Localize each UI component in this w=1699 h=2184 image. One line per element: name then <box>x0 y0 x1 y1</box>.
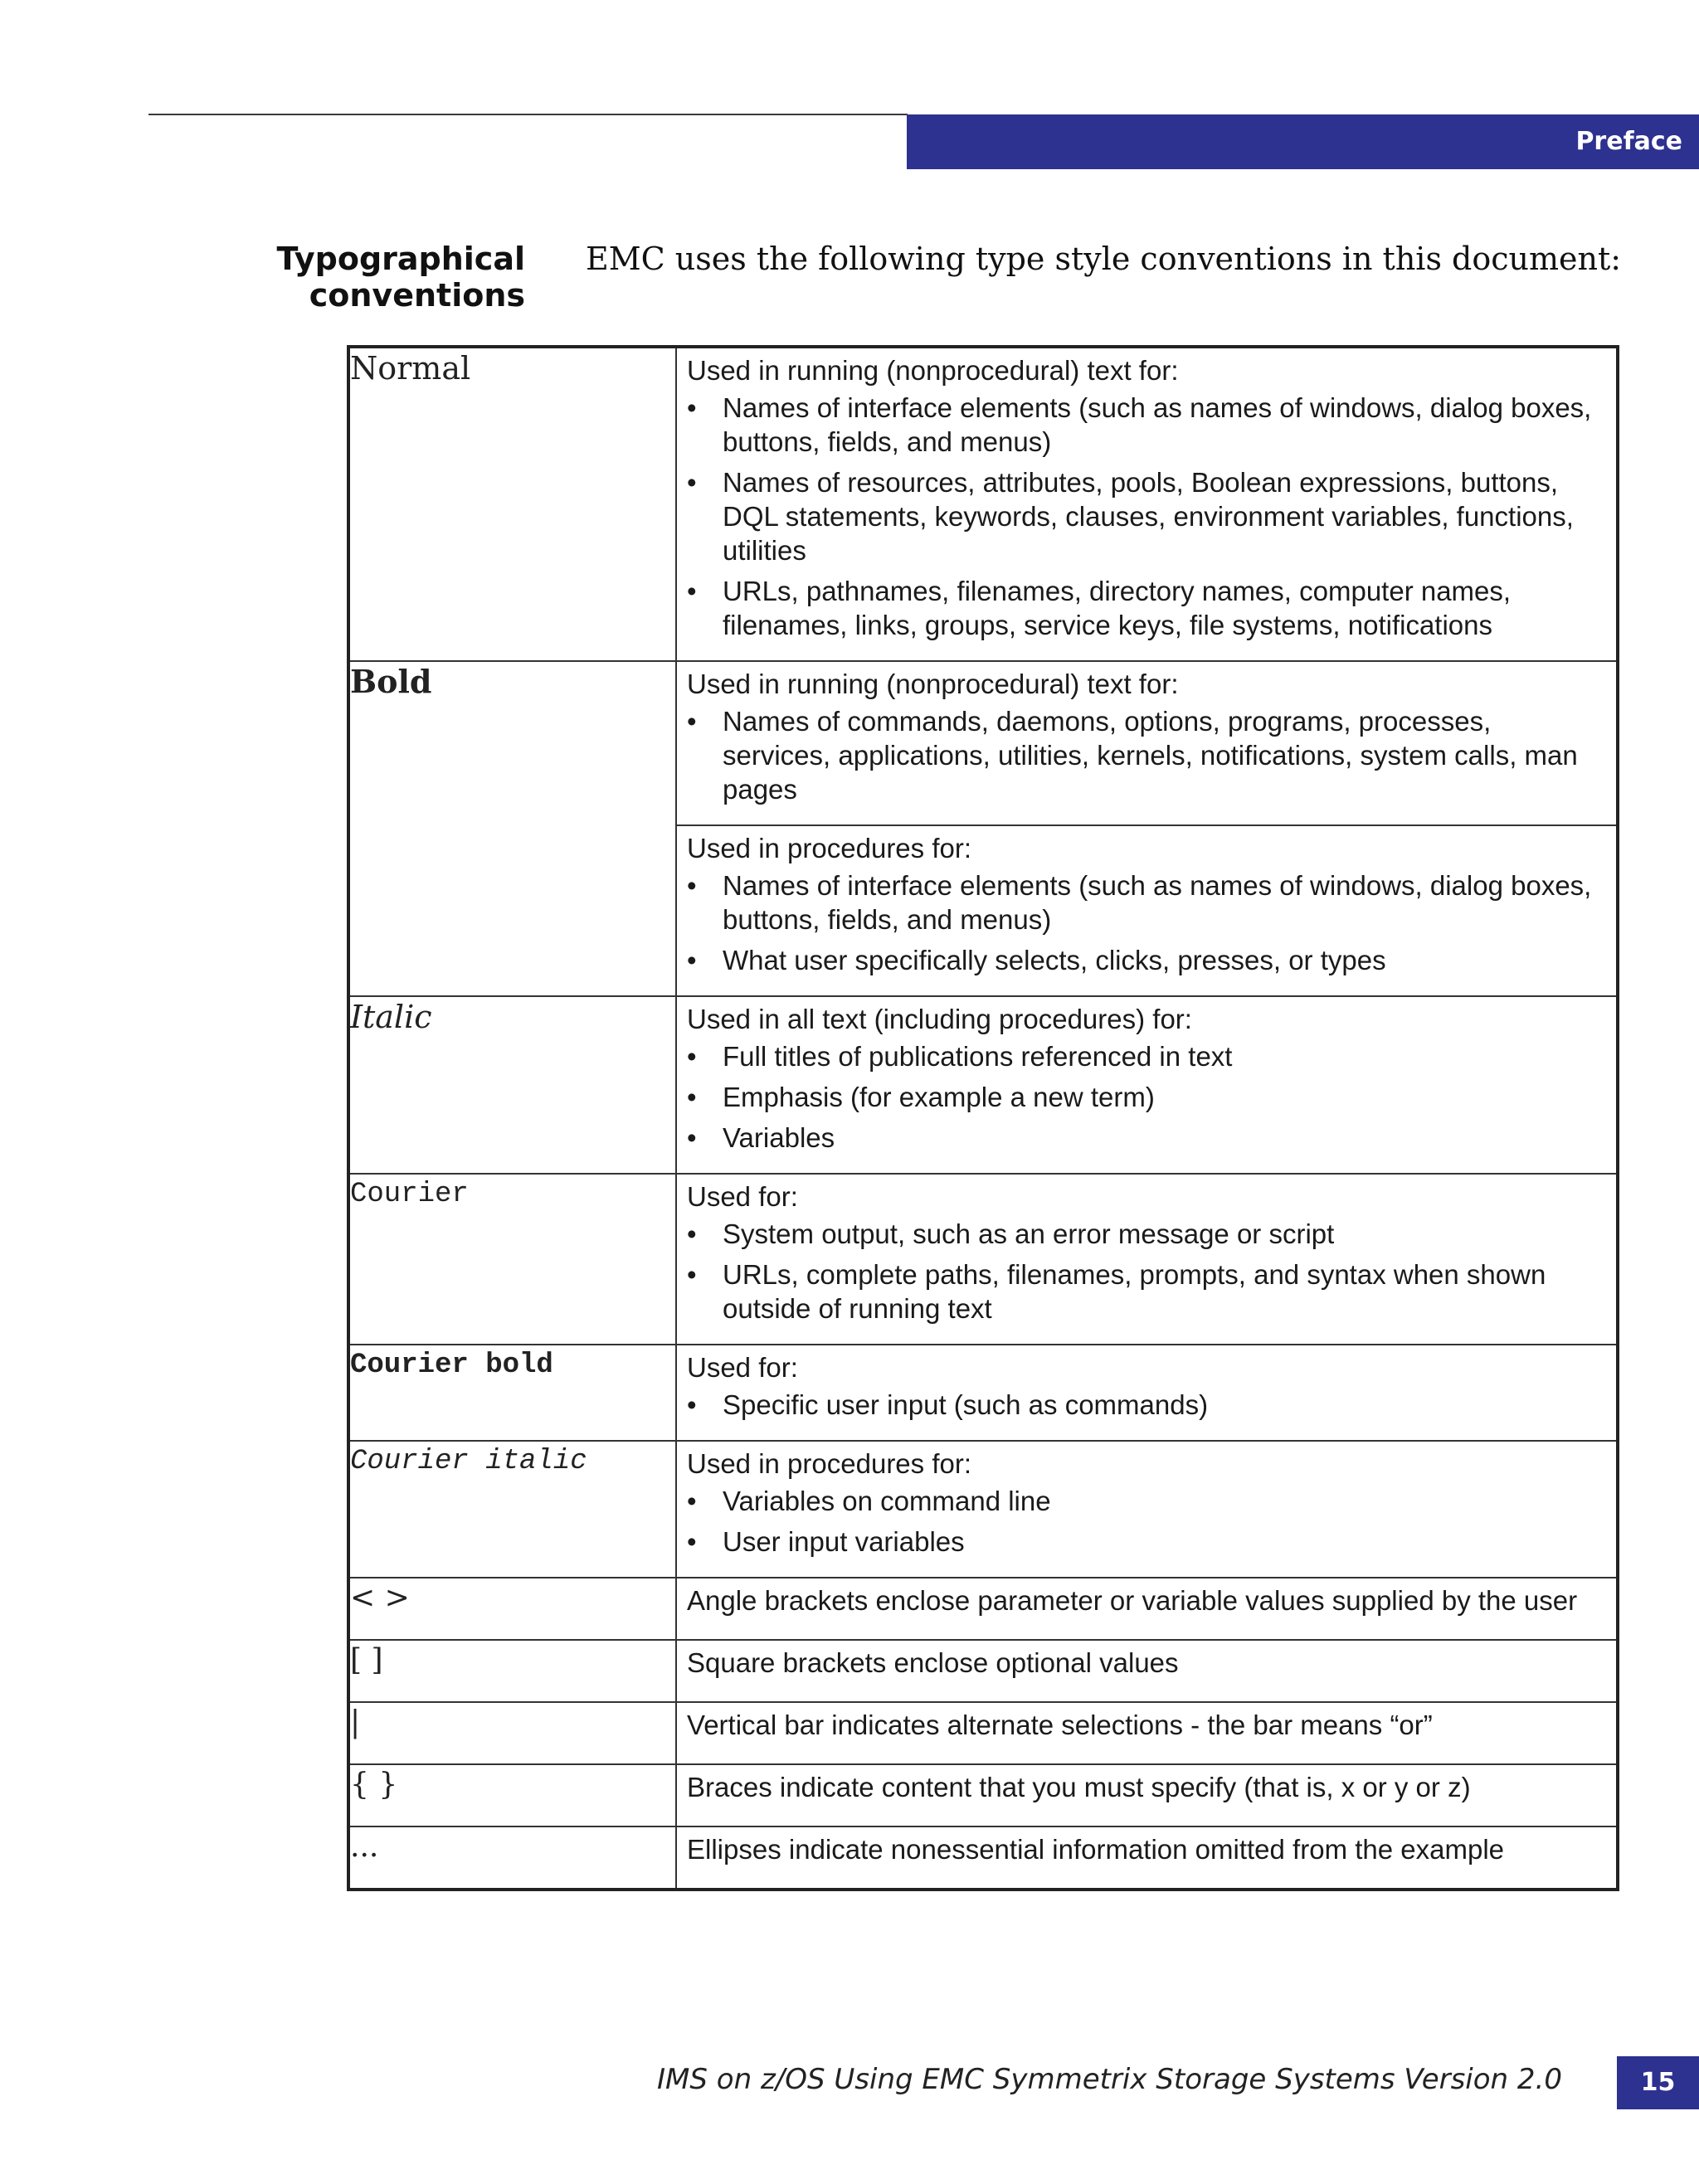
bullet-item: • URLs, complete paths, filenames, prompts, and syntax when shown outside of running text <box>687 1257 1604 1325</box>
page-number: 15 <box>1617 2056 1699 2109</box>
convention-term-cell <box>348 347 676 661</box>
convention-description-cell <box>676 1174 1618 1345</box>
bullet-item: • System output, such as an error message or script <box>687 1217 1604 1251</box>
convention-description-cell <box>676 1441 1618 1578</box>
convention-term-cell <box>348 1578 676 1640</box>
convention-term: ... <box>350 1830 379 1864</box>
convention-row <box>348 1702 1618 1764</box>
description-intro: Used in running (nonprocedural) text for: <box>687 355 1179 386</box>
convention-term: [ ] <box>350 1643 383 1677</box>
description-block <box>677 662 1616 824</box>
bullet-item: • Emphasis (for example a new term) <box>687 1080 1604 1114</box>
bullet-item: • Names of commands, daemons, options, programs, processes, services, applications, utilities, kernels, notifications, system calls, man pages <box>687 704 1604 806</box>
bullet-list <box>687 868 1604 977</box>
bullet-item: • Specific user input (such as commands) <box>687 1388 1604 1422</box>
description-block <box>677 1345 1616 1440</box>
intro-text: EMC uses the following type style conventions in this document: <box>586 241 1622 277</box>
convention-term: < > <box>350 1581 410 1615</box>
bullet-list <box>687 1388 1604 1422</box>
bullet-item: • Variables on command line <box>687 1484 1604 1518</box>
convention-row <box>348 1441 1618 1578</box>
convention-row <box>348 1764 1618 1826</box>
description-intro: Used in procedures for: <box>687 1448 972 1479</box>
bullet-item: • What user specifically selects, clicks, presses, or types <box>687 943 1604 977</box>
bullet-item: • User input variables <box>687 1525 1604 1559</box>
convention-description-cell <box>676 1640 1618 1702</box>
bullet-list <box>687 391 1604 642</box>
bullet-list <box>687 1039 1604 1155</box>
description-intro: Vertical bar indicates alternate selections - the bar means “or” <box>687 1710 1433 1740</box>
description-intro: Used in procedures for: <box>687 833 972 863</box>
convention-row <box>348 1578 1618 1640</box>
convention-row <box>348 661 1618 996</box>
convention-term-cell <box>348 996 676 1174</box>
description-intro: Used in running (nonprocedural) text for: <box>687 669 1179 699</box>
conventions-table <box>347 345 1619 1891</box>
convention-term: { } <box>350 1768 398 1802</box>
description-block <box>677 1175 1616 1344</box>
convention-term-cell <box>348 1345 676 1441</box>
convention-term: Courier italic <box>350 1446 587 1477</box>
description-block <box>677 348 1616 660</box>
convention-term: Courier bold <box>350 1350 553 1381</box>
header-rule <box>148 114 908 115</box>
convention-description-cell <box>676 1702 1618 1764</box>
convention-term: Italic <box>350 999 432 1035</box>
convention-row <box>348 347 1618 661</box>
description-intro: Ellipses indicate nonessential information omitted from the example <box>687 1834 1505 1865</box>
description-intro: Used for: <box>687 1352 798 1383</box>
convention-row <box>348 1640 1618 1702</box>
description-block <box>677 1578 1616 1639</box>
bullet-list <box>687 1484 1604 1559</box>
bullet-item: • Names of resources, attributes, pools, Boolean expressions, buttons, DQL statements, keywords, clauses, environment variables, functions, utilities <box>687 465 1604 567</box>
convention-term: Bold <box>350 663 432 700</box>
convention-term-cell <box>348 661 676 996</box>
bullet-item: • Variables <box>687 1121 1604 1155</box>
description-intro: Angle brackets enclose parameter or variable values supplied by the user <box>687 1585 1578 1616</box>
description-block <box>677 1765 1616 1826</box>
convention-term: Normal <box>350 350 471 387</box>
convention-row <box>348 996 1618 1174</box>
description-block <box>677 997 1616 1173</box>
description-block <box>677 1827 1616 1888</box>
section-banner: Preface <box>907 114 1699 169</box>
description-block <box>677 1641 1616 1701</box>
description-intro: Used for: <box>687 1181 798 1212</box>
convention-description-cell <box>676 1826 1618 1890</box>
description-intro: Square brackets enclose optional values <box>687 1647 1179 1678</box>
bullet-item: • URLs, pathnames, filenames, directory names, computer names, filenames, links, groups, service keys, file systems, notifications <box>687 574 1604 642</box>
convention-description-cell <box>676 661 1618 996</box>
description-intro: Braces indicate content that you must specify (that is, x or y or z) <box>687 1772 1471 1802</box>
convention-term-cell <box>348 1764 676 1826</box>
bullet-list <box>687 1217 1604 1325</box>
convention-description-cell <box>676 347 1618 661</box>
description-block <box>677 824 1616 995</box>
convention-description-cell <box>676 996 1618 1174</box>
convention-term-cell <box>348 1640 676 1702</box>
convention-term: Courier <box>350 1179 469 1210</box>
convention-term-cell <box>348 1826 676 1890</box>
footer-title: IMS on z/OS Using EMC Symmetrix Storage Systems Version 2.0 <box>657 2063 1562 2096</box>
description-intro: Used in all text (including procedures) for: <box>687 1004 1192 1034</box>
bullet-list <box>687 704 1604 806</box>
convention-term-cell <box>348 1702 676 1764</box>
description-block <box>677 1703 1616 1763</box>
convention-term-cell <box>348 1441 676 1578</box>
bullet-item: • Names of interface elements (such as names of windows, dialog boxes, buttons, fields, and menus) <box>687 391 1604 459</box>
bullet-item: • Names of interface elements (such as names of windows, dialog boxes, buttons, fields, and menus) <box>687 868 1604 936</box>
description-block <box>677 1442 1616 1577</box>
convention-description-cell <box>676 1345 1618 1441</box>
convention-row <box>348 1345 1618 1441</box>
convention-description-cell <box>676 1578 1618 1640</box>
convention-row <box>348 1174 1618 1345</box>
bullet-item: • Full titles of publications referenced in text <box>687 1039 1604 1073</box>
conventions-table-body <box>348 347 1618 1890</box>
side-heading: Typographical conventions <box>276 241 525 314</box>
convention-description-cell <box>676 1764 1618 1826</box>
convention-row <box>348 1826 1618 1890</box>
convention-term: | <box>350 1705 361 1739</box>
convention-term-cell <box>348 1174 676 1345</box>
